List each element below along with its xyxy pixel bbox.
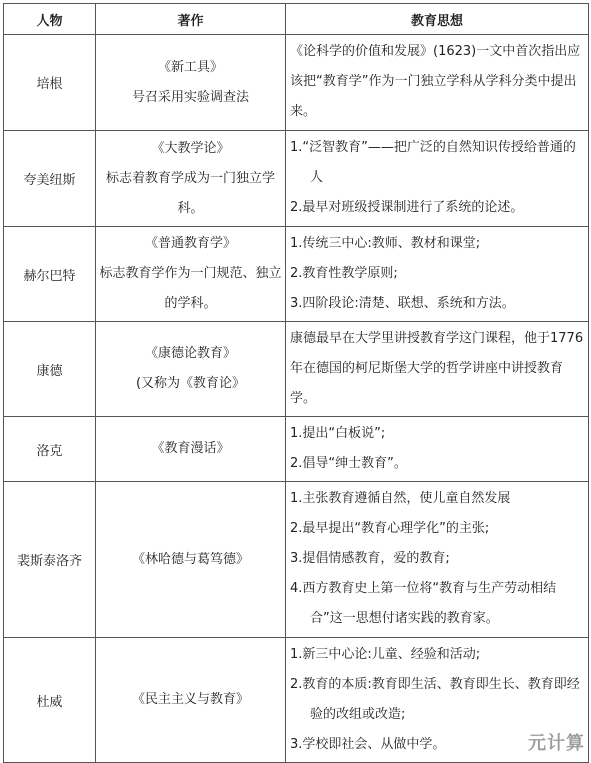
cell-work	[96, 35, 286, 131]
cell-idea	[286, 417, 589, 482]
table-row	[4, 35, 589, 131]
cell-idea	[286, 227, 589, 322]
work-title: 《康德论教育》	[144, 346, 236, 361]
work-title: 《新工具》	[157, 59, 223, 75]
table-row	[4, 638, 589, 763]
work-note: 标志着教育学成为一门独立学科。	[105, 170, 275, 216]
header-work: 著作	[96, 4, 286, 35]
cell-person: 培根	[4, 35, 96, 131]
work-title: 《大教学论》	[151, 140, 230, 156]
idea-point: 3.提倡情感教育，爱的教育;	[290, 551, 450, 566]
table-row	[4, 482, 589, 638]
idea-point: 1.传统三中心:教师、教材和课堂;	[290, 236, 481, 251]
idea-point: 4.西方教育史上第一位将“教育与生产劳动相结合”这一思想付诸实践的教育家。	[290, 581, 557, 626]
idea-point: 1.主张教育遵循自然，使儿童自然发展	[290, 491, 511, 506]
cell-work	[96, 417, 286, 482]
work-note: (又称为《教育论》	[135, 376, 246, 391]
header-row	[4, 4, 589, 35]
cell-idea	[286, 322, 589, 417]
work-note: 号召采用实验调查法	[131, 89, 249, 105]
idea-point: 2.教育的本质:教育即生活、教育即生长、教育即经验的改组或改造;	[290, 677, 580, 722]
cell-person: 赫尔巴特	[4, 227, 96, 322]
cell-person: 夸美纽斯	[4, 131, 96, 227]
table-row	[4, 131, 589, 227]
idea-point: 1.提出“白板说”;	[290, 426, 386, 441]
watermark-logo: 元计算	[528, 733, 585, 754]
idea-point: 2.倡导“绅士教育”。	[290, 456, 407, 471]
idea-point: 2.教育性教学原则;	[290, 266, 398, 281]
idea-point: 3.四阶段论:清楚、联想、系统和方法。	[290, 296, 515, 311]
cell-work	[96, 131, 286, 227]
table-row	[4, 322, 589, 417]
cell-work	[96, 638, 286, 763]
idea-point: 2.最早提出“教育心理学化”的主张;	[290, 521, 490, 536]
table-row	[4, 417, 589, 482]
work-title: 《普通教育学》	[144, 236, 236, 251]
idea-point: 2.最早对班级授课制进行了系统的论述。	[290, 200, 524, 215]
cell-idea	[286, 131, 589, 227]
cell-person: 裴斯泰洛齐	[4, 482, 96, 638]
header-person: 人物	[4, 4, 96, 35]
cell-work	[96, 227, 286, 322]
work-note: 标志教育学作为一门规范、独立的学科。	[99, 266, 282, 311]
cell-idea	[286, 35, 589, 131]
idea-point: 1.“泛智教育”——把广泛的自然知识传授给普通的人	[290, 140, 576, 185]
work-title: 《教育漫话》	[151, 441, 230, 456]
header-idea: 教育思想	[286, 4, 589, 35]
idea-text: 康德最早在大学里讲授教育学这门课程，他于1776年在德国的柯尼斯堡大学的哲学讲座中讲授教育学。	[290, 331, 584, 406]
cell-work	[96, 322, 286, 417]
table-row	[4, 227, 589, 322]
idea-text: 《论科学的价值和发展》(1623)一文中首次指出应该把“教育学”作为一门独立学科从学科分类中提出来。	[290, 44, 581, 119]
cell-work	[96, 482, 286, 638]
cell-person: 洛克	[4, 417, 96, 482]
work-title: 《民主主义与教育》	[131, 692, 249, 707]
idea-point: 3.学校即社会、从做中学。	[290, 737, 446, 752]
education-thinkers-table	[3, 3, 589, 763]
idea-point: 1.新三中心论:儿童、经验和活动;	[290, 647, 481, 662]
cell-idea	[286, 482, 589, 638]
work-title: 《林哈德与葛笃德》	[131, 551, 249, 567]
cell-person: 杜威	[4, 638, 96, 763]
cell-person: 康德	[4, 322, 96, 417]
